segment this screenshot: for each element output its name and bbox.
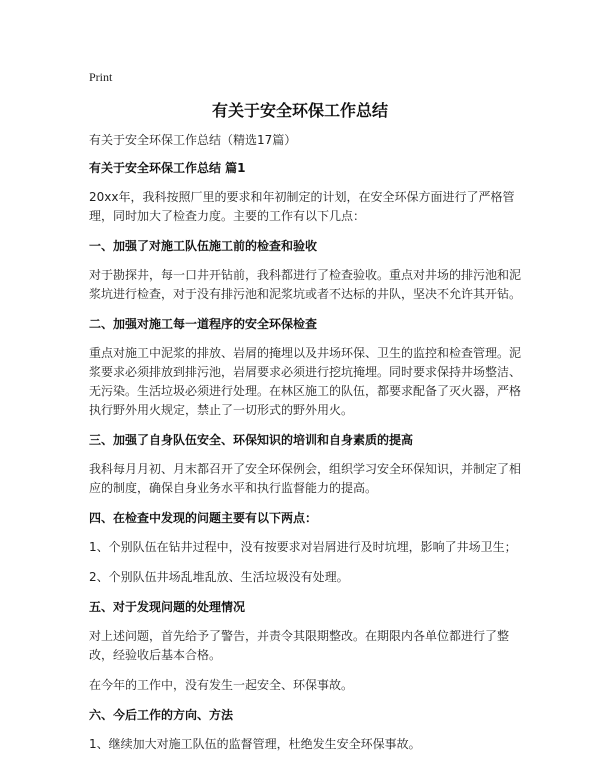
block-paragraph-5-2: 在今年的工作中，没有发生一起安全、环保事故。 [89,678,354,692]
block-paragraph-6-1: 1、继续加大对施工队伍的监督管理，杜绝发生安全环保事故。 [89,737,421,751]
block-heading-1: 一、加强了对施工队伍施工前的检查和验收 [89,239,318,253]
block-heading-2: 二、加强对施工每一道程序的安全环保检查 [89,317,318,331]
document-body [89,131,521,765]
intro-paragraph: 20xx年，我科按照厂里的要求和年初制定的计划，在安全环保方面进行了严格管理，同时加大了检查力度。主要的工作有以下几点： [89,190,515,223]
document-subtitle: 有关于安全环保工作总结（精选17篇） [89,133,297,147]
section-title: 有关于安全环保工作总结 篇1 [89,161,246,175]
block-heading-6: 六、今后工作的方向、方法 [89,708,234,722]
block-paragraph-2-1: 重点对施工中泥浆的排放、岩屑的掩埋以及井场环保、卫生的监控和检查管理。泥浆要求必须排放到排污池，岩屑要求必须进行挖坑掩埋。同时要求保持井场整洁、无污染。生活垃圾必须进行处理。在林区施工的队伍，都要求配备了灭火器，严格执行野外用火规定，禁止了一切形式的野外用火。 [89,346,522,417]
document-title: 有关于安全环保工作总结 [211,101,388,120]
block-paragraph-5-1: 对上述问题，首先给予了警告，并责令其限期整改。在期限内各单位都进行了整改，经验收后基本合格。 [89,629,510,662]
block-paragraph-1-1: 对于勘探井，每一口井开钻前，我科都进行了检查验收。重点对井场的排污池和泥浆坑进行检查，对于没有排污池和泥浆坑或者不达标的井队，坚决不允许其开钻。 [89,268,522,301]
block-heading-4: 四、在检查中发现的问题主要有以下两点： [89,511,318,525]
block-heading-3: 三、加强了自身队伍安全、环保知识的培训和自身素质的提高 [89,433,414,447]
block-heading-5: 五、对于发现问题的处理情况 [89,600,246,614]
block-paragraph-3-1: 我科每月月初、月末都召开了安全环保例会，组织学习安全环保知识，并制定了相应的制度，确保自身业务水平和执行监督能力的提高。 [89,462,522,495]
block-paragraph-4-1: 1、个别队伍在钻井过程中，没有按要求对岩屑进行及时坑埋，影响了井场卫生； [89,540,517,554]
block-paragraph-4-2: 2、个别队伍井场乱堆乱放、生活垃圾没有处理。 [89,570,349,584]
print-link[interactable]: Print [89,70,113,84]
